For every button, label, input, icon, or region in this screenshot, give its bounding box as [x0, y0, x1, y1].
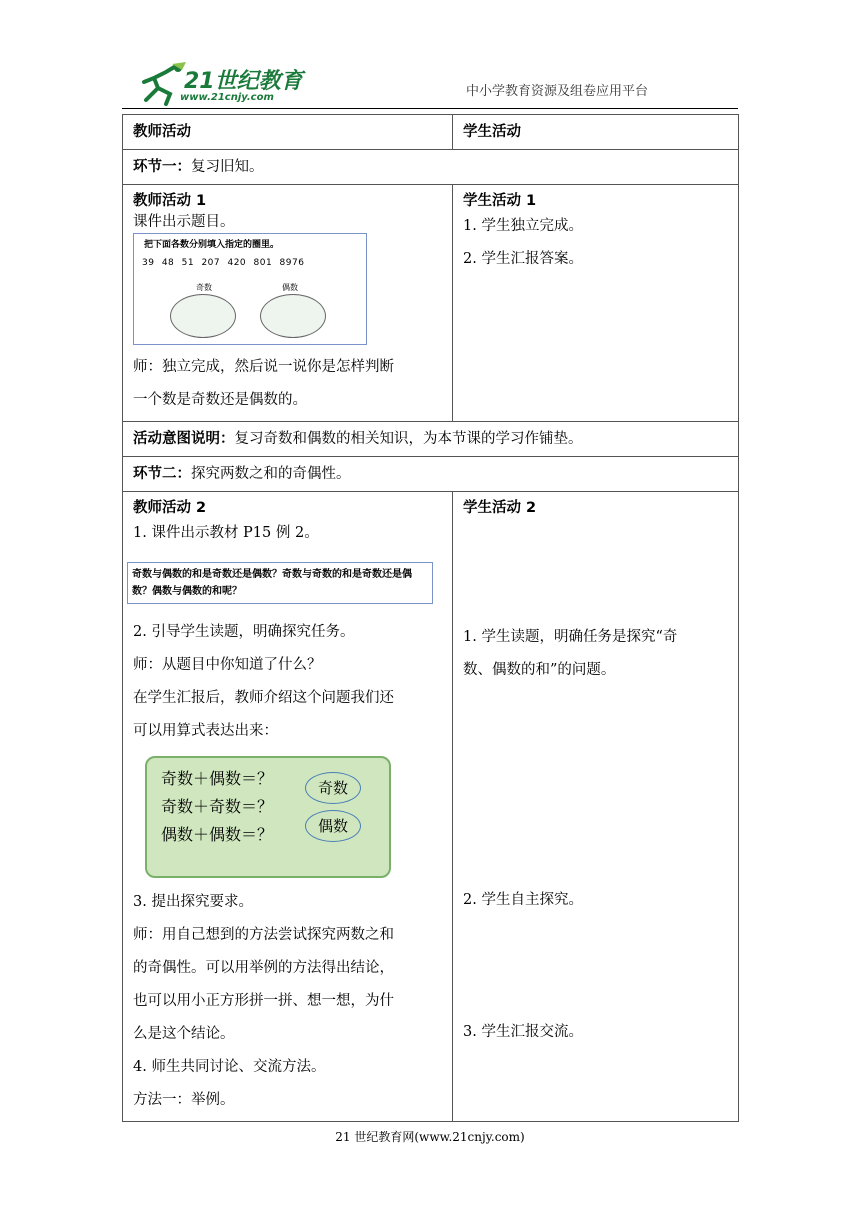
student2-line: 1. 学生读题，明确任务是探究“奇: [463, 629, 678, 645]
logo-text: 21世纪教育: [184, 69, 303, 94]
intent-label: 活动意图说明：: [133, 431, 235, 447]
even-label-oval: 偶数: [305, 810, 361, 842]
col-teacher-header: 教师活动: [123, 115, 453, 150]
student2-title: 学生活动 2: [463, 500, 537, 516]
odd-label-oval: 奇数: [305, 772, 361, 804]
table-header-row: [123, 115, 739, 150]
section2-cell: [123, 457, 739, 492]
equation-even-even: 偶数＋偶数＝？: [161, 825, 274, 844]
teacher2-line: 2. 引导学生读题，明确探究任务。: [133, 624, 355, 640]
section1-label: 环节一：: [133, 159, 191, 175]
lesson-table: [122, 114, 739, 1122]
page-footer: 21 世纪教育网(www.21cnjy.com): [335, 1130, 525, 1144]
even-oval: [260, 294, 326, 338]
header-divider: [122, 108, 738, 109]
spacer: [463, 917, 728, 1016]
teacher1-line: 一个数是奇数还是偶数的。: [133, 392, 307, 408]
equation-box: [145, 756, 391, 878]
intent-row: [123, 422, 739, 457]
teacher2-line: 在学生汇报后，教师介绍这个问题我们还: [133, 690, 394, 706]
student1-line: 2. 学生汇报答案。: [463, 251, 583, 267]
logo-url: www.21cnjy.com: [180, 92, 274, 103]
activity1-row: [123, 185, 739, 422]
spacer: [463, 687, 728, 884]
exercise-title: 把下面各数分别填入指定的圈里。: [144, 240, 280, 250]
teacher-activity1-cell: [123, 185, 453, 422]
section2-text: 探究两数之和的奇偶性。: [191, 466, 351, 482]
teacher2-line: 3. 提出探究要求。: [133, 894, 253, 910]
teacher2-line: 么是这个结论。: [133, 1026, 235, 1042]
equation-odd-even: 奇数＋偶数＝？: [161, 769, 274, 788]
exercise-image: [133, 233, 367, 345]
teacher1-line: 师：独立完成，然后说一说你是怎样判断: [133, 359, 394, 375]
odd-oval: [170, 294, 236, 338]
exercise-numbers: 39 48 51 207 420 801 8976: [142, 258, 305, 268]
teacher2-line: 的奇偶性。可以用举例的方法得出结论，: [133, 960, 394, 976]
activity2-row: [123, 492, 739, 1122]
intent-cell: [123, 422, 739, 457]
teacher2-title: 教师活动 2: [133, 500, 207, 516]
platform-title: 中小学教育资源及组卷应用平台: [466, 84, 649, 99]
section1-cell: [123, 150, 739, 185]
teacher-activity2-cell: [123, 492, 453, 1122]
intent-text: 复习奇数和偶数的相关知识，为本节课的学习作铺垫。: [234, 431, 583, 447]
student-activity2-cell: [453, 492, 739, 1122]
student-activity1-cell: [453, 185, 739, 422]
teacher2-line: 师：用自己想到的方法尝试探究两数之和: [133, 927, 394, 943]
teacher2-line: 可以用算式表达出来：: [133, 723, 278, 739]
student1-line: 1. 学生独立完成。: [463, 218, 583, 234]
student1-title: 学生活动 1: [463, 193, 537, 209]
col-student-header: 学生活动: [453, 115, 739, 150]
teacher1-title: 教师活动 1: [133, 193, 207, 209]
student2-line: 3. 学生汇报交流。: [463, 1024, 583, 1040]
exercise-odd-label: 奇数: [196, 283, 212, 292]
teacher1-line: 课件出示题目。: [133, 214, 235, 230]
teacher2-line: 1. 课件出示教材 P15 例 2。: [133, 525, 319, 541]
teacher2-line: 也可以用小正方形拼一拼、想一想，为什: [133, 993, 394, 1009]
section1-row: [123, 150, 739, 185]
student2-line: 数、偶数的和”的问题。: [463, 662, 616, 678]
section2-row: [123, 457, 739, 492]
teacher2-line: 方法一：举例。: [133, 1092, 235, 1108]
equation-odd-odd: 奇数＋奇数＝？: [161, 797, 274, 816]
student2-line: 2. 学生自主探究。: [463, 892, 583, 908]
page-header: [0, 0, 860, 110]
teacher2-line: 师：从题目中你知道了什么？: [133, 657, 322, 673]
section1-text: 复习旧知。: [191, 159, 264, 175]
question-box: 奇数与偶数的和是奇数还是偶数？奇数与奇数的和是奇数还是偶数？偶数与偶数的和呢？: [127, 562, 433, 604]
teacher2-line: 4. 师生共同讨论、交流方法。: [133, 1059, 326, 1075]
exercise-even-label: 偶数: [282, 283, 298, 292]
section2-label: 环节二：: [133, 466, 191, 482]
spacer: [463, 517, 728, 621]
